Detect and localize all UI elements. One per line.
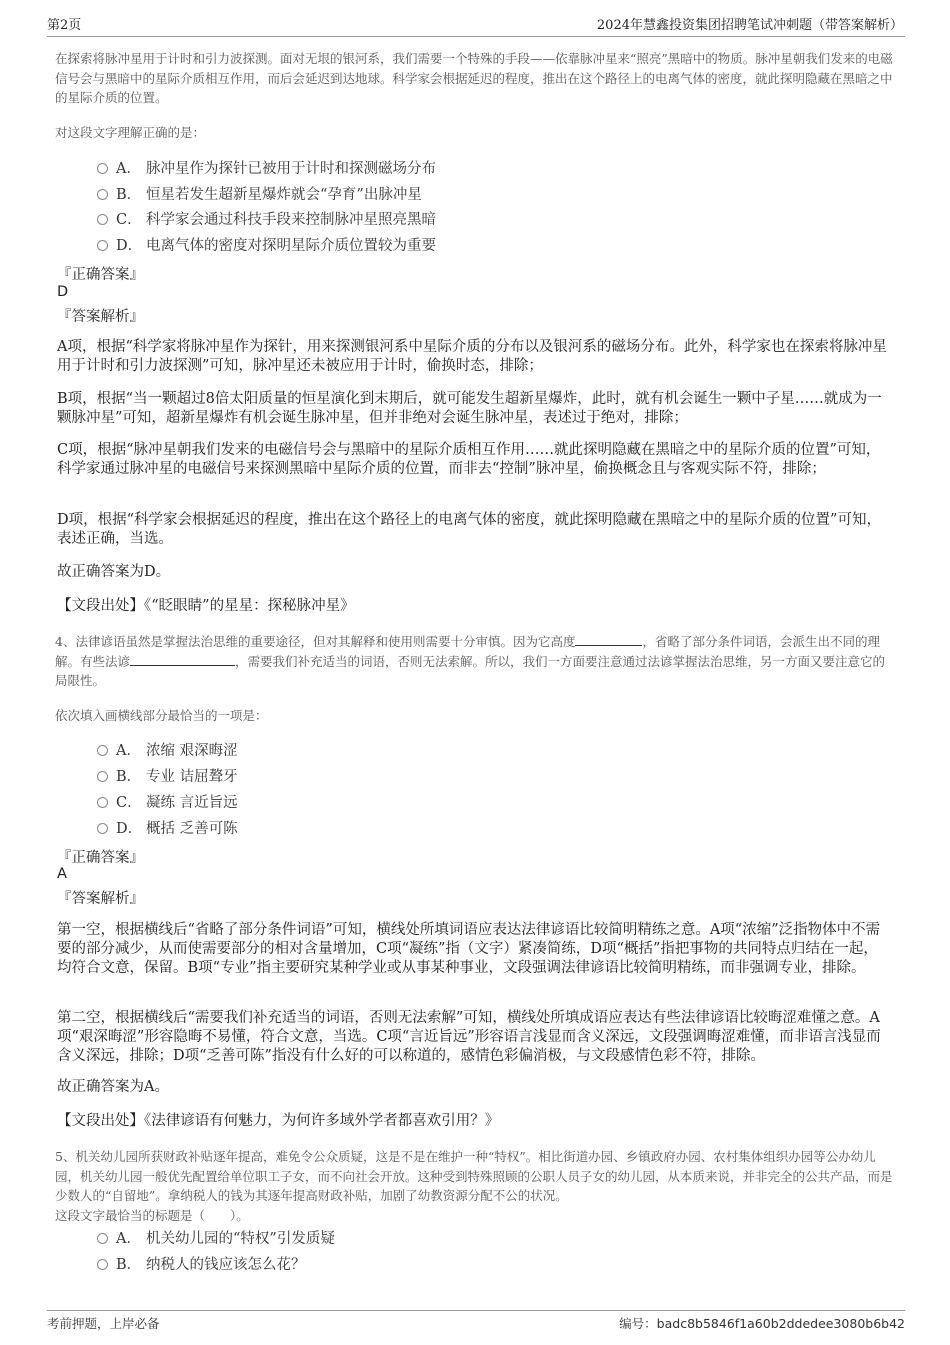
q4-stem: 依次填入画横线部分最恰当的一项是： [55, 708, 268, 723]
q4-option-a[interactable]: A． 浓缩 艰深晦涩 [97, 742, 238, 760]
q4-option-c[interactable]: C． 凝练 言近旨远 [97, 794, 238, 812]
q4-option-b[interactable]: B． 专业 诘屈聱牙 [97, 768, 238, 786]
page-header [47, 14, 903, 34]
q5-passage: 5、机关幼儿园所获财政补贴逐年提高，难免令公众质疑，这是不是在维护一种“特权”。相比街道办园、乡镇政府办园、农村集体组织办园等公办幼儿园，机关幼儿园一般优先配置给单位职工子女，而不向社会开放。这种受到特殊照顾的公职人员子女的幼儿园，从本质来说，并非完全的公共产品，而是少数人的“自留地”。拿纳税人的钱为其逐年提高财政补贴，加剧了幼教资源分配不公的状况。 [55, 1149, 893, 1203]
q3-option-d[interactable]: D． 电离气体的密度对探明星际介质位置较为重要 [97, 237, 436, 255]
q4-analysis-label: 『答案解析』 [57, 891, 144, 907]
q4-analysis-1: 第一空，根据横线后“省略了部分条件词语”可知，横线处所填词语应表达法律谚语比较简明精练之意。A项“浓缩”泛指物体中不需要的部分减少，从而使需要部分的相对含量增加，C项“凝练”指（文字）紧凑简练，D项“概括”指把事物的共同特点归结在一起，均符合文意，保留。B项“专业”指主要研究某种学业或从事某种事业，文段强调法律谚语比较简明精练，而非强调专业，排除。 [57, 922, 881, 976]
document-title: 2024年慧鑫投资集团招聘笔试冲刺题（带答案解析） [596, 18, 903, 33]
q4-source: 【文段出处】《法律谚语有何魅力，为何许多域外学者都喜欢引用？》 [57, 1113, 500, 1129]
q3-answer: D [57, 284, 69, 300]
q3-analysis-a: A项，根据“科学家将脉冲星作为探针，用来探测银河系中星际介质的分布以及银河系的磁场分布。此外，科学家也在探索将脉冲星用于计时和引力波探测”可知，脉冲星还未被应用于计时，偷换时态，排除； [57, 339, 887, 374]
fill-blank-1 [575, 633, 642, 646]
q3-conclusion: 故正确答案为D。 [57, 564, 171, 580]
q3-analysis-c: C项，根据“脉冲星朝我们发来的电磁信号会与黑暗中的星际介质相互作用……就此探明隐藏在黑暗之中的星际介质的位置”可知，科学家通过脉冲星的电磁信号来探测黑暗中星际介质的位置，而非去“控制”脉冲星，偷换概念且与客观实际不符，排除； [57, 442, 881, 477]
q4-passage: 4、法律谚语虽然是掌握法治思维的重要途径，但对其解释和使用则需要十分审慎。因为它高度 ，省略了部分条件词语，会派生出不同的理解。有些法谚 ，需要我们补充适当的词语，否则无法索解。所以，我们一方面要注意通过法谚掌握法治思维，另一方面又要注意它的局限性。 [55, 634, 886, 688]
q5-stem: 这段文字最恰当的标题是（ ）。 [55, 1208, 249, 1223]
q3-option-a[interactable]: A． 脉冲星作为探针已被用于计时和探测磁场分布 [97, 160, 436, 178]
q4-option-d[interactable]: D． 概括 乏善可陈 [97, 820, 238, 838]
radio-icon[interactable] [97, 1259, 108, 1270]
radio-icon[interactable] [97, 823, 108, 834]
q3-option-c[interactable]: C． 科学家会通过科技手段来控制脉冲星照亮黑暗 [97, 211, 436, 229]
radio-icon[interactable] [97, 745, 108, 756]
header-divider [47, 36, 905, 37]
q4-conclusion: 故正确答案为A。 [57, 1079, 169, 1095]
q3-passage: 在探索将脉冲星用于计时和引力波探测。面对无垠的银河系，我们需要一个特殊的手段——依靠脉冲星来“照亮”黑暗中的物质。脉冲星朝我们发来的电磁信号会与黑暗中的星际介质相互作用，而后会延迟到达地球。科学家会根据延迟的程度，推出在这个路径上的电离气体的密度，就此探明隐藏在黑暗之中的星际介质的位置。 [55, 51, 893, 105]
footer-slogan: 考前押题，上岸必备 [47, 1316, 160, 1331]
footer-divider [47, 1310, 905, 1311]
radio-icon[interactable] [97, 797, 108, 808]
q5-option-b[interactable]: B． 纳税人的钱应该怎么花？ [97, 1256, 306, 1274]
radio-icon[interactable] [97, 771, 108, 782]
fill-blank-2 [130, 653, 235, 666]
q5-option-a[interactable]: A． 机关幼儿园的“特权”引发质疑 [97, 1230, 335, 1248]
q3-analysis-d: D项，根据“科学家会根据延迟的程度，推出在这个路径上的电离气体的密度，就此探明隐藏在黑暗之中的星际介质的位置”可知，表述正确，当选。 [57, 512, 881, 547]
document-code: 编号：badc8b5846f1a60b2ddedee3080b6b42 [619, 1316, 905, 1331]
radio-icon[interactable] [97, 214, 108, 225]
q4-answer: A [57, 866, 67, 882]
radio-icon[interactable] [97, 189, 108, 200]
radio-icon[interactable] [97, 240, 108, 251]
q3-answer-label: 『正确答案』 [57, 267, 144, 283]
q3-analysis-b: B项，根据“当一颗超过8倍太阳质量的恒星演化到末期后，就可能发生超新星爆炸，此时，就有机会诞生一颗中子星……就成为一颗脉冲星”可知，超新星爆炸有机会诞生脉冲星，但并非绝对会诞生脉冲星，表述过于绝对，排除； [57, 391, 882, 426]
q4-analysis-2: 第二空，根据横线后“需要我们补充适当的词语，否则无法索解”可知，横线处所填成语应表达有些法律谚语比较晦涩难懂之意。A项“艰深晦涩”形容隐晦不易懂，符合文意，当选。C项“言近旨远”形容语言浅显而含义深远，文段强调晦涩难懂，而非语言浅显而含义深远，排除；D项“乏善可陈”指没有什么好的可以称道的，感情色彩偏消极，与文段感情色彩不符，排除。 [57, 1010, 881, 1064]
page-footer [47, 1314, 905, 1334]
q4-answer-label: 『正确答案』 [57, 850, 144, 866]
page-number: 第2页 [47, 18, 82, 33]
q3-stem: 对这段文字理解正确的是： [55, 125, 206, 140]
q3-source: 【文段出处】《“眨眼睛”的星星：探秘脉冲星》 [57, 598, 355, 614]
radio-icon[interactable] [97, 1233, 108, 1244]
q3-option-b[interactable]: B． 恒星若发生超新星爆炸就会“孕育”出脉冲星 [97, 186, 422, 204]
q3-analysis-label: 『答案解析』 [57, 309, 144, 325]
radio-icon[interactable] [97, 163, 108, 174]
